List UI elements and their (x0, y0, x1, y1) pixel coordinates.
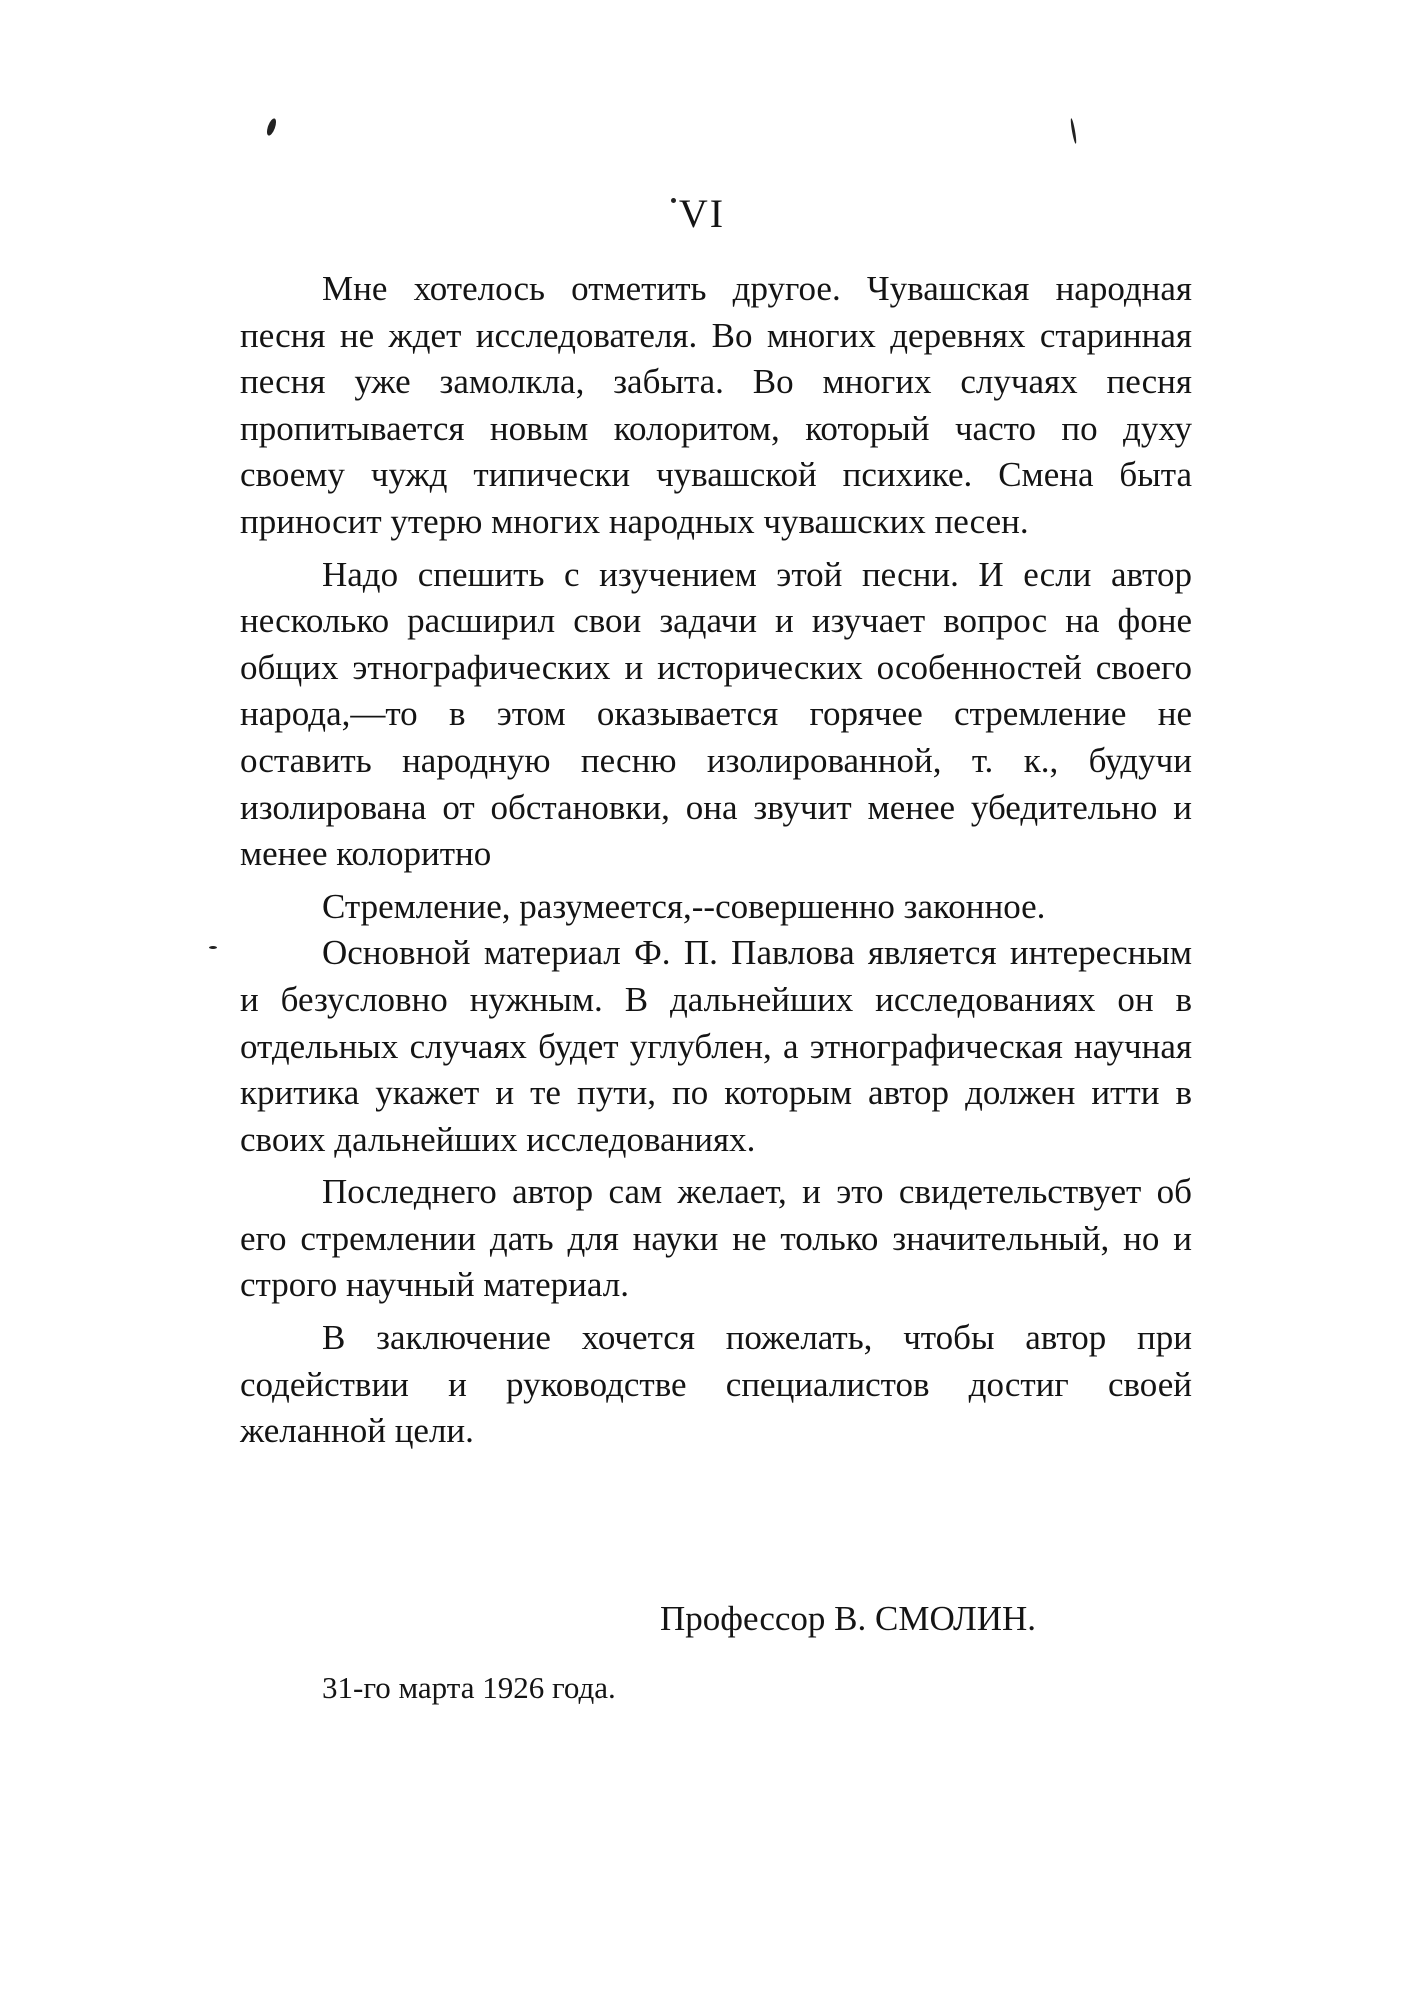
page-number: VI (678, 191, 726, 236)
paragraph: Стремление, разумеется,--совершенно законное. (322, 886, 1046, 926)
paragraph: Последнего автор сам желает, и это свидетельствует об его стремлении дать для науки не только значительный, но и строго научный материал. (240, 1172, 1192, 1305)
paragraph: Надо спешить с изучением этой песни. И если автор несколько расширил свои задачи и изучает вопрос на фоне общих этнографических и исторических особенностей своего народа,—то в этом оказывается горячее стремление не оставить народную песню изолированной, т. к., будучи изолирована от обстановки, она звучит менее убедительно и менее колоритно (240, 554, 1192, 874)
paragraph: Основной материал Ф. П. Павлова является интересным и безусловно нужным. В дальнейших исследованиях он в отдельных случаях будет углублен, а этнографическая научная критика укажет и те пути, по которым автор должен итти в своих дальнейших исследованиях. (240, 933, 1192, 1159)
date-line: 31-го марта 1926 года. (322, 1670, 616, 1705)
paragraph: Мне хотелось отметить другое. Чувашская народная песня не ждет исследователя. Во многих деревнях старинная песня уже замолкла, забыта. Во многих случаях песня пропитывается новым колоритом, который часто по духу своему чужд типически чувашской психике. Смена быта приносит утерю многих народных чувашских песен. (240, 269, 1192, 541)
body-text (240, 266, 1192, 1461)
scan-speck-mark (1070, 118, 1077, 144)
signature-line: Профессор В. СМОЛИН. (660, 1599, 1037, 1638)
paragraph: В заключение хочется пожелать, чтобы автор при содействии и руководстве специалистов достиг своей желанной цели. (240, 1318, 1192, 1451)
scan-speck-mark (265, 117, 278, 136)
scan-speck-mark (209, 946, 217, 949)
